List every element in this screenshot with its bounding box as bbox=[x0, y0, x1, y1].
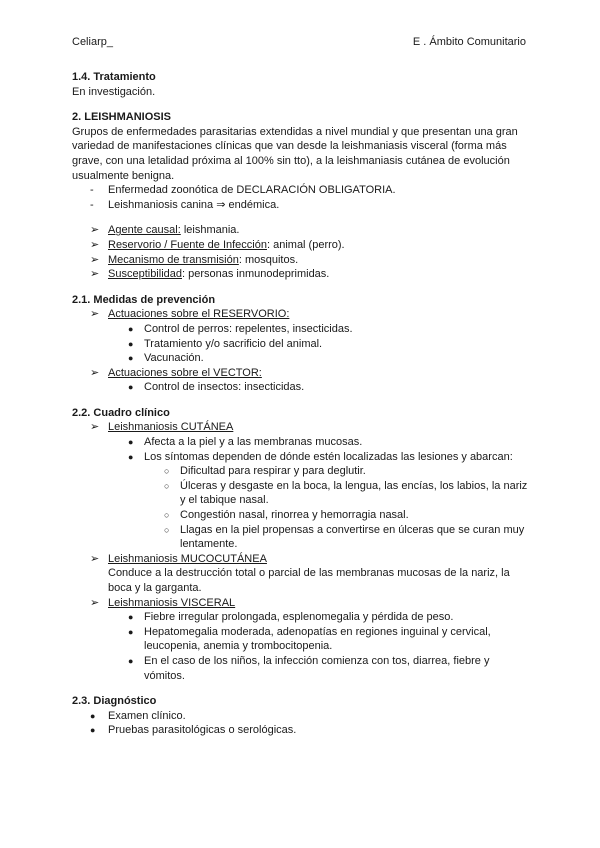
bullet-icon: ● bbox=[128, 626, 134, 637]
section-title-leishmaniosis: 2. LEISHMANIOSIS bbox=[72, 111, 172, 124]
section-title-prevencion: 2.1. Medidas de prevención bbox=[72, 293, 216, 306]
bullet-icon: ● bbox=[90, 710, 96, 721]
bullet-icon: ● bbox=[128, 655, 134, 666]
header-left: Celiarp_ bbox=[72, 36, 113, 48]
list-item: ● Examen clínico. bbox=[90, 709, 186, 722]
list-item: ● Los síntomas dependen de dónde estén localizadas las lesiones y abarcan: bbox=[128, 450, 513, 463]
arrow-icon: ➢ bbox=[90, 308, 100, 321]
dash-item: - Enfermedad zoonótica de DECLARACIÓN OBLIGATORIA. bbox=[90, 184, 396, 197]
mucocutanea-text: Conduce a la destrucción total o parcial de las membranas mucosas de la nariz, la boca y la garganta. bbox=[108, 567, 510, 594]
list-item: ● Fiebre irregular prolongada, esplenomegalia y pérdida de peso. bbox=[128, 611, 454, 624]
bullet-icon: ● bbox=[128, 338, 134, 349]
prevencion-reservorio: ➢ Actuaciones sobre el RESERVORIO: bbox=[90, 308, 290, 321]
bullet-icon: ● bbox=[128, 451, 134, 462]
arrow-icon: ➢ bbox=[90, 596, 100, 609]
circle-bullet-icon: ○ bbox=[164, 510, 170, 521]
list-item: ● Pruebas parasitológicas o serológicas. bbox=[90, 724, 297, 737]
document-body bbox=[72, 70, 528, 738]
bullet-icon: ● bbox=[128, 382, 134, 393]
arrow-icon: ➢ bbox=[90, 238, 100, 251]
bullet-icon: ● bbox=[128, 323, 134, 334]
dash-item: - Leishmaniosis canina ⇒ endémica. bbox=[90, 198, 280, 211]
sub-list-item: ○ Úlceras y desgaste en la boca, la lengua, las encías, los labios, la nariz y el tabique nasal. bbox=[164, 479, 528, 507]
bullet-icon: ● bbox=[90, 725, 96, 736]
fact-susceptibilidad: ➢ Susceptibilidad: personas inmunodeprimidas. bbox=[90, 268, 330, 281]
fact-mecanismo: ➢ Mecanismo de transmisión: mosquitos. bbox=[90, 253, 299, 266]
bullet-icon: ● bbox=[128, 437, 134, 448]
list-item: ● Afecta a la piel y a las membranas mucosas. bbox=[128, 436, 363, 449]
fact-agente: ➢ Agente causal: leishmania. bbox=[90, 224, 240, 237]
circle-bullet-icon: ○ bbox=[164, 466, 170, 477]
leishmaniosis-intro: Grupos de enfermedades parasitarias extendidas a nivel mundial y que presentan una gran variedad de manifestaciones clínicas que van desde la leishmaniasis visceral (forma más grave, con una letalidad próxima al 100% sin tto), a la leishmaniasis cutánea de evolución usualmente benigna. bbox=[72, 125, 518, 182]
sub-list-item: ○ Dificultad para respirar y para deglutir. bbox=[164, 465, 366, 478]
section-title-tratamiento: 1.4. Tratamiento bbox=[72, 71, 156, 83]
list-item: ● Control de insectos: insecticidas. bbox=[128, 381, 305, 394]
header-right: E . Ámbito Comunitario bbox=[412, 36, 526, 48]
tratamiento-text: En investigación. bbox=[72, 85, 156, 98]
sub-list-item: ○ Llagas en la piel propensas a convertirse en úlceras que se curan muy lentamente. bbox=[164, 523, 525, 551]
arrow-icon: ➢ bbox=[90, 421, 100, 434]
section-title-diagnostico: 2.3. Diagnóstico bbox=[72, 695, 157, 708]
sub-list-item: ○ Congestión nasal, rinorrea y hemorragia nasal. bbox=[164, 509, 409, 522]
arrow-icon: ➢ bbox=[90, 224, 100, 237]
arrow-icon: ➢ bbox=[90, 366, 100, 379]
bullet-icon: ● bbox=[128, 353, 134, 364]
arrow-icon: ➢ bbox=[90, 552, 100, 565]
bullet-icon: ● bbox=[128, 612, 134, 623]
visceral-heading: ➢ Leishmaniosis VISCERAL bbox=[90, 596, 236, 609]
list-item: ● Tratamiento y/o sacrificio del animal. bbox=[128, 337, 323, 350]
prevencion-vector: ➢ Actuaciones sobre el VECTOR: bbox=[90, 366, 262, 379]
list-item: ● En el caso de los niños, la infección comienza con tos, diarrea, fiebre y vómitos. bbox=[128, 654, 490, 682]
list-item: ● Control de perros: repelentes, insecticidas. bbox=[128, 322, 353, 335]
cutanea-heading: ➢ Leishmaniosis CUTÁNEA bbox=[90, 421, 234, 434]
arrow-icon: ➢ bbox=[90, 268, 100, 281]
section-title-cuadro: 2.2. Cuadro clínico bbox=[72, 406, 170, 419]
circle-bullet-icon: ○ bbox=[164, 480, 170, 491]
mucocutanea-heading: ➢ Leishmaniosis MUCOCUTÁNEA bbox=[90, 552, 267, 565]
fact-reservorio: ➢ Reservorio / Fuente de Infección: animal (perro). bbox=[90, 238, 345, 251]
list-item: ● Hepatomegalia moderada, adenopatías en regiones inguinal y cervical, leucopenia, anemia y trombocitopenia. bbox=[128, 625, 491, 653]
list-item: ● Vacunación. bbox=[128, 352, 204, 365]
circle-bullet-icon: ○ bbox=[164, 524, 170, 535]
arrow-icon: ➢ bbox=[90, 253, 100, 266]
